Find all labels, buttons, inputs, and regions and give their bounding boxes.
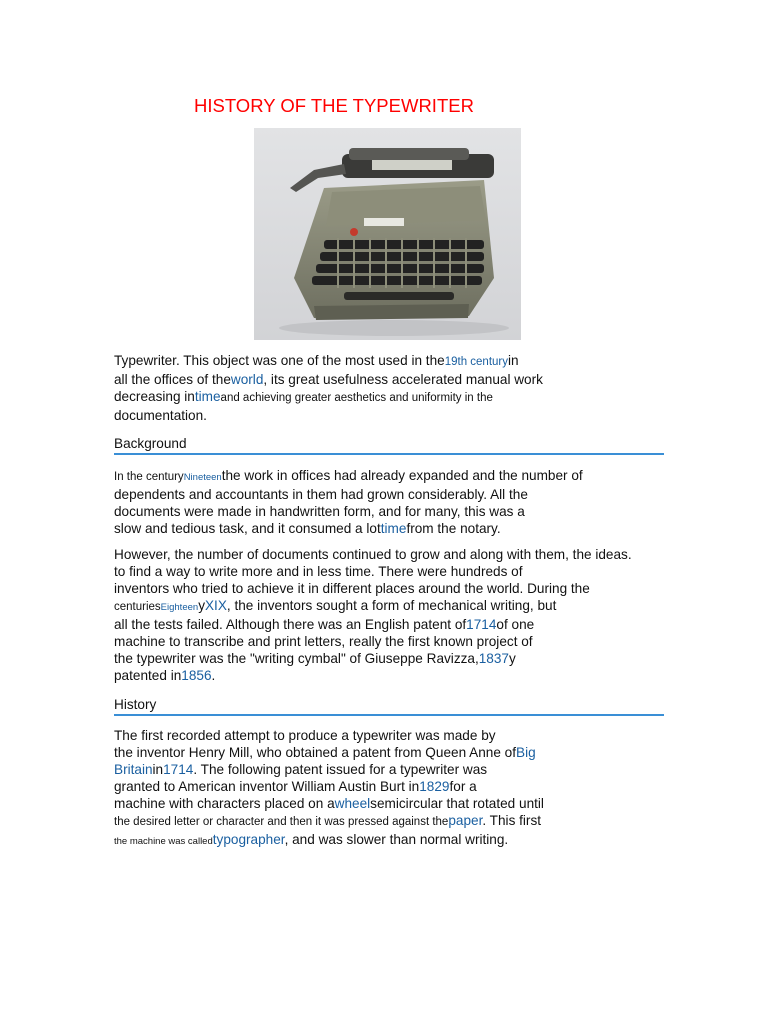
background-paragraph-2 <box>114 546 632 684</box>
link-19th-century[interactable]: 19th century <box>444 356 508 368</box>
link-nineteen[interactable]: Nineteen <box>183 472 222 483</box>
link-big-britain[interactable]: Big <box>516 745 536 760</box>
text-line: all the tests failed. Although there was an English patent of1714of one <box>114 617 535 632</box>
link-1856[interactable]: 1856 <box>181 668 212 683</box>
page-title: HISTORY OF THE TYPEWRITER <box>194 95 474 116</box>
link-big-britain[interactable]: Britain <box>114 762 153 777</box>
background-paragraph-1 <box>114 467 583 537</box>
text-line: machine to transcribe and print letters, really the first known project of <box>114 634 533 649</box>
text-line: In the centuryNineteenthe work in offices had already expanded and the number of <box>114 468 583 483</box>
link-typographer[interactable]: typographer <box>212 832 285 847</box>
intro-paragraph <box>114 352 543 424</box>
link-1714[interactable]: 1714 <box>163 762 194 777</box>
history-paragraph-1 <box>114 727 544 850</box>
text-line: patented in1856. <box>114 668 216 683</box>
text-line: all the offices of theworld, its great usefulness accelerated manual work <box>114 372 543 387</box>
text-line: the desired letter or character and then it was pressed against thepaper. This first <box>114 813 542 828</box>
link-eighteen[interactable]: Eighteen <box>160 602 199 613</box>
text-line: Britainin1714. The following patent issued for a typewriter was <box>114 762 488 777</box>
link-1829[interactable]: 1829 <box>419 779 450 794</box>
section-heading-background: Background <box>114 435 664 455</box>
text-line: decreasing intimeand achieving greater aesthetics and uniformity in the <box>114 389 493 404</box>
link-xix[interactable]: XIX <box>204 598 227 613</box>
text-line: the inventor Henry Mill, who obtained a patent from Queen Anne ofBig <box>114 745 536 760</box>
text-line: documentation. <box>114 408 207 423</box>
text-line: However, the number of documents continued to grow and along with them, the ideas. <box>114 547 632 562</box>
text-line: dependents and accountants in them had grown considerably. All the <box>114 487 528 502</box>
text-line: centuriesEighteenyXIX, the inventors sought a form of mechanical writing, but <box>114 598 557 613</box>
text-line: the typewriter was the "writing cymbal" of Giuseppe Ravizza,1837y <box>114 651 516 666</box>
text-line: slow and tedious task, and it consumed a lottimefrom the notary. <box>114 521 501 536</box>
link-1714[interactable]: 1714 <box>466 617 497 632</box>
text-line: granted to American inventor William Austin Burt in1829for a <box>114 779 477 794</box>
text-line: machine with characters placed on awheelsemicircular that rotated until <box>114 796 544 811</box>
link-wheel[interactable]: wheel <box>334 796 371 811</box>
text-line: the machine was calledtypographer, and was slower than normal writing. <box>114 832 509 847</box>
link-time[interactable]: time <box>194 389 221 404</box>
link-paper[interactable]: paper <box>448 813 483 828</box>
text-line: to find a way to write more and in less time. There were hundreds of <box>114 564 523 579</box>
text-line: inventors who tried to achieve it in different places around the world. During the <box>114 581 590 596</box>
typewriter-photo <box>254 128 521 340</box>
section-heading-history: History <box>114 696 664 716</box>
text-line: documents were made in handwritten form, and for many, this was a <box>114 504 525 519</box>
link-time[interactable]: time <box>380 521 407 536</box>
link-1837[interactable]: 1837 <box>478 651 509 666</box>
link-world[interactable]: world <box>230 372 264 387</box>
text-line: The first recorded attempt to produce a typewriter was made by <box>114 728 496 743</box>
text-line: Typewriter. This object was one of the most used in the19th centuryin <box>114 353 519 368</box>
